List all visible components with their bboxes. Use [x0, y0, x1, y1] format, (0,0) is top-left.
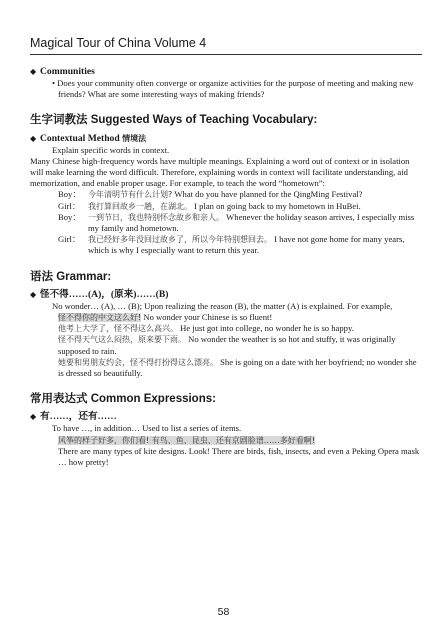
dialogue-line: Boy： 今年清明节有什么计划? What do you have planned for the QingMing Festival?: [58, 189, 363, 200]
grammar-example: 怪不得天气这么闷热，原来要下雨。 No wonder the weather is so hot and stuffy, it was originally supposed to rain.: [58, 334, 396, 356]
page-content: [30, 66, 422, 468]
expression-explanation: To have …, in addition… Used to list a series of items.: [52, 423, 242, 434]
method-paragraph: Many Chinese high-frequency words have multiple meanings. Explaining a word out of context or in isolation will make learning the word difficult. Therefore, explaining words in context will facilitate understanding, aid memorization, and enable proper usage. For example, to teach the word “hometown”:: [30, 155, 410, 189]
grammar-explanation: No wonder… (A), … (B); Upon realizing the reason (B), the matter (A) is explained. For example,: [52, 300, 393, 311]
page-number: 58: [217, 606, 230, 618]
grammar-example: 她要和男朋友约会，怪不得打扮得这么漂亮。 She is going on a date with her boyfriend; no wonder she is dressed so beautifully.: [58, 356, 417, 379]
dialogue-line: Girl： 我已经好多年没回过故乡了，所以今年特别想回去。 I have not gone home for many years, which is why I especially want to return this year.: [58, 234, 405, 256]
dialogue-line: Girl： 我打算回故乡一趟，在湖北。 I plan on going back to my hometown in HuBei.: [58, 200, 361, 211]
dialogue: [30, 189, 422, 256]
communities-heading: ◆ Communities: [30, 66, 95, 77]
expression-example: 风筝的样子好多，你们看! 有鸟、鱼、昆虫、还有京剧脸谱……多好看啊! There are many types of kite designs. Look! There are birds, fish, insects, and even a Peking Opera mask … how pretty!: [58, 435, 420, 468]
grammar-example: 他考上大学了，怪不得这么高兴。 He just got into college, no wonder he is so happy.: [58, 323, 354, 334]
diamond-bullet-icon: ◆: [30, 289, 37, 299]
communities-question: • Does your community often converge or organize activities for the purpose of meeting and making new friends? What are some interesting ways of making friends?: [52, 78, 414, 100]
vocab-section-title: 生字词教法 Suggested Ways of Teaching Vocabulary:: [30, 112, 318, 127]
book-title: Magical Tour of China Volume 4: [30, 36, 207, 50]
diamond-bullet-icon: ◆: [30, 67, 37, 76]
dialogue-line: Boy： 一到节日，我也特别怀念故乡和亲人。 Whenever the holiday season arrives, I especially miss my family and hometown.: [58, 211, 415, 234]
running-header: [30, 34, 422, 55]
contextual-method-heading: ◆ Contextual Method 情境法: [30, 132, 147, 144]
diamond-bullet-icon: ◆: [30, 412, 37, 422]
grammar-section-title: 语法 Grammar:: [30, 268, 112, 283]
expression-pattern: ◆ 有……，还有……: [30, 411, 117, 423]
expressions-section-title: 常用表达式 Common Expressions:: [30, 391, 216, 406]
grammar-example: 怪不得你的中文这么好! No wonder your Chinese is so fluent!: [58, 312, 273, 323]
diamond-bullet-icon: ◆: [30, 133, 37, 143]
grammar-pattern: ◆ 怪不得……(A)，(原来)……(B): [30, 288, 169, 300]
method-line: Explain specific words in context.: [52, 144, 170, 155]
